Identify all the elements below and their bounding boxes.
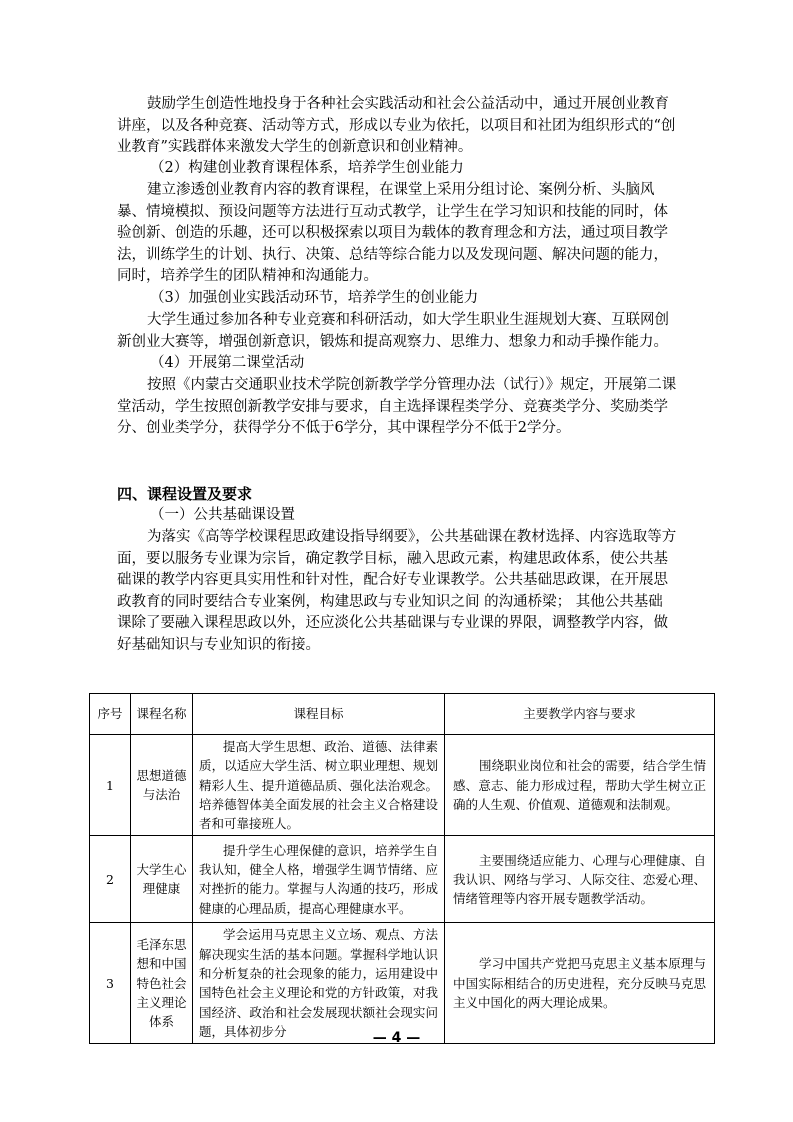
paragraph: 鼓励学生创造性地投身于各种社会实践活动和社会公益活动中，通过开展创业教育讲座，以及各种竞赛、活动等方式，形成以专业为依托，以项目和社团为组织形式的“创业教育”实践群体来激发大学生的创新意识和创业精神。 bbox=[117, 96, 676, 156]
subheading: （2）构建创业教育课程体系，培养学生创业能力 bbox=[150, 160, 464, 176]
subheading: （4）开展第二课堂活动 bbox=[150, 355, 305, 371]
row-course-goal: 提高大学生思想、政治、道德、法律素质，以适应大学生活、树立职业理想、规划精彩人生、提升道德品质、强化法治观念。培养德智体美全面发展的社会主义合格建设者和可靠接班人。 bbox=[193, 735, 445, 836]
header-course-name: 课程名称 bbox=[131, 694, 193, 735]
table-row bbox=[90, 923, 715, 1044]
section-heading: 四、课程设置及要求 bbox=[117, 485, 253, 503]
row-course-goal: 学会运用马克思主义立场、观点、方法解决现实生活的基本问题。掌握科学地认识和分析复杂的社会现象的能力，运用建设中国特色社会主义理论和党的方针政策，对我国经济、政治和社会发展现状额社会现实问题，具体初步分 bbox=[193, 923, 445, 1044]
course-table bbox=[89, 693, 715, 1044]
table-row bbox=[90, 735, 715, 836]
header-course-goal: 课程目标 bbox=[193, 694, 445, 735]
row-course-content: 主要围绕适应能力、心理与心理健康、自我认识、网络与学习、人际交往、恋爱心理、情绪管理等内容开展专题教学活动。 bbox=[445, 836, 715, 923]
row-course-name: 毛泽东思想和中国特色社会主义理论体系 bbox=[131, 923, 193, 1044]
row-course-name: 大学生心理健康 bbox=[131, 836, 193, 923]
row-course-goal: 提升学生心理保健的意识，培养学生自我认知，健全人格，增强学生调节情绪、应对挫折的能力。掌握与人沟通的技巧，形成健康的心理品质，提高心理健康水平。 bbox=[193, 836, 445, 923]
header-course-content: 主要教学内容与要求 bbox=[445, 694, 715, 735]
row-num: 3 bbox=[90, 923, 131, 1044]
subheading: （3）加强创业实践活动环节，培养学生的创业能力 bbox=[150, 290, 479, 306]
row-course-content: 学习中国共产党把马克思主义基本原理与中国实际相结合的历史进程，充分反映马克思主义中国化的两大理论成果。 bbox=[445, 923, 715, 1044]
page-number: — 4 — bbox=[372, 1030, 421, 1046]
header-num: 序号 bbox=[90, 694, 131, 735]
row-num: 1 bbox=[90, 735, 131, 836]
paragraph: 为落实《高等学校课程思政建设指导纲要》，公共基础课在教材选择、内容选取等方面，要以服务专业课为宗旨，确定教学目标，融入思政元素，构建思政体系，使公共基础课的教学内容更具实用性和针对性，配合好专业课教学。公共基础思政课，在开展思政教育的同时要结合专业案例，构建思政与专业知识之间 的沟通桥梁； 其他公共基础课除了要融入课程思政以外，还应淡化公共基础课与专业课的界限，调整教学内容，做好基础知识与专业知识的衔接。 bbox=[117, 529, 677, 653]
row-course-name: 思想道德与法治 bbox=[131, 735, 193, 836]
row-course-content: 围绕职业岗位和社会的需要，结合学生情感、意志、能力形成过程，帮助大学生树立正确的人生观、价值观、道德观和法制观。 bbox=[445, 735, 715, 836]
paragraph: 大学生通过参加各种专业竞赛和科研活动，如大学生职业生涯规划大赛、互联网创新创业大赛等，增强创新意识，锻炼和提高观察力、思维力、想象力和动手操作能力。 bbox=[117, 312, 669, 350]
paragraph: 建立渗透创业教育内容的教育课程，在课堂上采用分组讨论、案例分析、头脑风暴、情境模拟、预设问题等方法进行互动式教学，让学生在学习知识和技能的同时，体验创新、创造的乐趣，还可以积极探索以项目为载体的教育理念和方法，通过项目教学法，训练学生的计划、执行、决策、总结等综合能力以及发现问题、解决问题的能力，同时，培养学生的团队精神和沟通能力。 bbox=[117, 182, 668, 285]
subheading: （一）公共基础课设置 bbox=[150, 507, 295, 523]
paragraph: 按照《内蒙古交通职业技术学院创新教学学分管理办法（试行）》规定，开展第二课堂活动，学生按照创新教学安排与要求，自主选择课程类学分、竞赛类学分、奖励类学分、创业类学分，获得学分不低于6学分，其中课程学分不低于2学分。 bbox=[117, 377, 677, 437]
table-row bbox=[90, 836, 715, 923]
table-header-row bbox=[90, 694, 715, 735]
row-num: 2 bbox=[90, 836, 131, 923]
